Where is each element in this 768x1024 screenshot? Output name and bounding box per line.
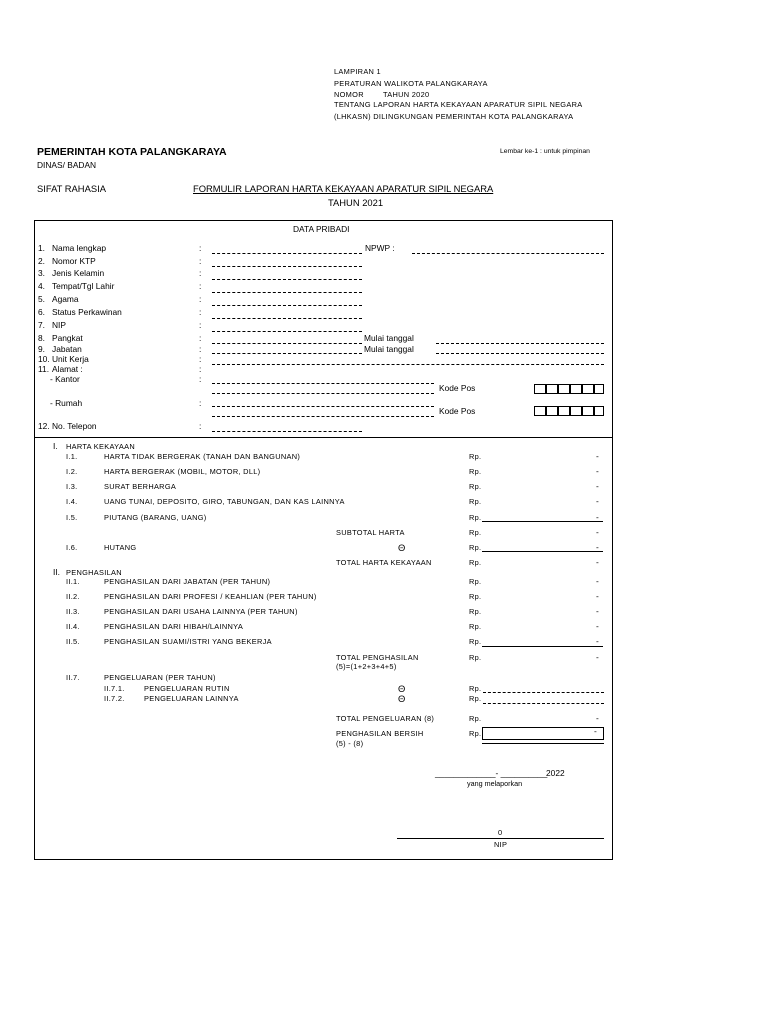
field-agama-label: Agama (52, 294, 79, 304)
lain-input-line[interactable] (483, 703, 604, 704)
lembar-label: Lembar ke-1 : untuk pimpinan (500, 148, 590, 155)
field-num: 7. (38, 320, 45, 330)
colon: : (199, 374, 202, 384)
penghasilan-bersih-box[interactable] (482, 727, 604, 740)
field-kelamin-label: Jenis Kelamin (52, 268, 105, 278)
colon: : (199, 281, 202, 291)
value-dash: - (596, 591, 599, 601)
value-dash: - (596, 652, 599, 662)
surat-berharga-label: SURAT BERHARGA (104, 482, 177, 491)
tahun-label: TAHUN 2020 (383, 90, 430, 99)
rp-label: Rp. (469, 607, 482, 616)
colon: : (199, 421, 202, 431)
rp-label: Rp. (469, 729, 482, 738)
form-year: TAHUN 2021 (328, 197, 384, 208)
signature-name: 0 (498, 828, 503, 837)
kantor-kode-pos-label: Kode Pos (439, 383, 476, 393)
penghasilan-hibah-label: PENGHASILAN DARI HIBAH/LAINNYA (104, 622, 244, 631)
signature-year: 2022 (546, 768, 565, 778)
value-dash: - (596, 466, 599, 476)
hutang-label: HUTANG (104, 543, 137, 552)
field-num: 3. (38, 268, 45, 278)
colon: : (199, 256, 202, 266)
field-rumah-label: - Rumah (50, 398, 83, 408)
npwp-input-line[interactable] (412, 253, 604, 254)
field-num: 4. (38, 281, 45, 291)
rutin-input-line[interactable] (483, 692, 604, 693)
harta-code: I.2. (66, 467, 78, 476)
npwp-label: NPWP : (365, 243, 395, 253)
field-nama-label: Nama lengkap (52, 243, 107, 253)
penghasilan-code: II.2. (66, 592, 80, 601)
penghasilan-profesi-label: PENGHASILAN DARI PROFESI / KEAHLIAN (PER TAHUN) (104, 592, 317, 601)
bersih-underline (482, 743, 604, 744)
rumah-kode-pos-label: Kode Pos (439, 406, 476, 416)
penghasilan-heading: PENGHASILAN (66, 568, 122, 577)
rp-label: Rp. (469, 684, 482, 693)
field-unit-label: Unit Kerja (52, 354, 89, 364)
theta-symbol: Θ (398, 542, 406, 553)
colon: : (199, 364, 202, 374)
field-num: 12. (38, 421, 50, 431)
pangkat-input-line[interactable] (212, 343, 362, 344)
pangkat-mulai-line[interactable] (436, 343, 604, 344)
pengeluaran-rutin-code: II.7.1. (104, 684, 125, 693)
field-ktp-label: Nomor KTP (52, 256, 96, 266)
rp-label: Rp. (469, 577, 482, 586)
penghasilan-bersih-formula: (5) - (8) (336, 739, 364, 748)
nip-input-line[interactable] (212, 331, 362, 332)
lhkasn-label: (LHKASN) DILINGKUNGAN PEMERINTAH KOTA PALANGKARAYA (334, 112, 574, 121)
hutang-underline (482, 551, 603, 552)
harta-code: I.5. (66, 513, 78, 522)
field-num: 2. (38, 256, 45, 266)
harta-code: I.4. (66, 497, 78, 506)
value-dash: - (596, 713, 599, 723)
penghasilan-roman: II. (53, 567, 60, 577)
tentang-label: TENTANG LAPORAN HARTA KEKAYAAN APARATUR SIPIL NEGARA (334, 100, 583, 109)
field-num: 9. (38, 344, 45, 354)
field-alamat-label: Alamat : (52, 364, 83, 374)
suami-istri-underline (482, 646, 603, 647)
dinas-label: DINAS/ BADAN (37, 160, 97, 170)
rp-label: Rp. (469, 497, 482, 506)
rp-label: Rp. (469, 543, 482, 552)
lampiran-label: LAMPIRAN 1 (334, 67, 381, 76)
penghasilan-jabatan-label: PENGHASILAN DARI JABATAN (PER TAHUN) (104, 577, 271, 586)
field-lahir-label: Tempat/Tgl Lahir (52, 281, 115, 291)
section-divider (34, 437, 612, 438)
rp-label: Rp. (469, 482, 482, 491)
subtotal-harta-label: SUBTOTAL HARTA (336, 528, 405, 537)
yang-melaporkan-label: yang melaporkan (467, 779, 523, 788)
penghasilan-code: II.4. (66, 622, 80, 631)
harta-tidak-bergerak-label: HARTA TIDAK BERGERAK (TANAH DAN BANGUNAN) (104, 452, 301, 461)
colon: : (199, 268, 202, 278)
value-dash: - (596, 542, 599, 552)
penghasilan-code: II.5. (66, 637, 80, 646)
penghasilan-usaha-label: PENGHASILAN DARI USAHA LAINNYA (PER TAHUN) (104, 607, 298, 616)
rp-label: Rp. (469, 452, 482, 461)
colon: : (199, 307, 202, 317)
value-dash: - (596, 481, 599, 491)
total-pengeluaran-label: TOTAL PENGELUARAN (8) (336, 714, 435, 723)
field-num: 10. (38, 354, 50, 364)
peraturan-label: PERATURAN WALIKOTA PALANGKARAYA (334, 79, 488, 88)
hutang-code: I.6. (66, 543, 78, 552)
harta-roman: I. (53, 441, 58, 451)
pengeluaran-lain-code: II.7.2. (104, 694, 125, 703)
rp-label: Rp. (469, 467, 482, 476)
kelamin-input-line[interactable] (212, 279, 362, 280)
jabatan-mulai-label: Mulai tanggal (364, 344, 414, 354)
pengeluaran-heading: PENGELUARAN (PER TAHUN) (104, 673, 216, 682)
agama-input-line[interactable] (212, 305, 362, 306)
colon: : (199, 354, 202, 364)
jabatan-mulai-line[interactable] (436, 353, 604, 354)
pangkat-mulai-label: Mulai tanggal (364, 333, 414, 343)
rp-label: Rp. (469, 528, 482, 537)
colon: : (199, 398, 202, 408)
harta-heading: HARTA KEKAYAAN (66, 442, 135, 451)
piutang-underline (482, 521, 603, 522)
kantor-input-line-2[interactable] (212, 393, 434, 394)
harta-code: I.3. (66, 482, 78, 491)
field-perkawinan-label: Status Perkawinan (52, 307, 122, 317)
field-num: 1. (38, 243, 45, 253)
value-dash: - (596, 606, 599, 616)
value-dash: - (596, 451, 599, 461)
piutang-label: PIUTANG (BARANG, UANG) (104, 513, 207, 522)
rp-label: Rp. (469, 637, 482, 646)
field-num: 6. (38, 307, 45, 317)
colon: : (199, 344, 202, 354)
colon: : (199, 294, 202, 304)
rumah-input-line-2[interactable] (212, 416, 434, 417)
rumah-input-line-1[interactable] (212, 406, 434, 407)
value-dash: - (596, 621, 599, 631)
value-dash: - (596, 527, 599, 537)
rp-label: Rp. (469, 513, 482, 522)
rp-label: Rp. (469, 714, 482, 723)
harta-code: I.1. (66, 452, 78, 461)
total-harta-label: TOTAL HARTA KEKAYAAN (336, 558, 432, 567)
value-dash: - (596, 512, 599, 522)
field-kantor-label: - Kantor (50, 374, 80, 384)
signature-nip-label: NIP (494, 840, 508, 849)
value-dash: - (596, 496, 599, 506)
total-penghasilan-label: TOTAL PENGHASILAN (336, 653, 419, 662)
nomor-label: NOMOR (334, 90, 364, 99)
nama-input-line[interactable] (212, 253, 362, 254)
penghasilan-code: II.3. (66, 607, 80, 616)
value-dash: - (594, 726, 597, 736)
theta-symbol: Θ (398, 683, 406, 694)
harta-bergerak-label: HARTA BERGERAK (MOBIL, MOTOR, DLL) (104, 467, 261, 476)
field-num: 8. (38, 333, 45, 343)
field-num: 5. (38, 294, 45, 304)
colon: : (199, 320, 202, 330)
rp-label: Rp. (469, 622, 482, 631)
theta-symbol: Θ (398, 693, 406, 704)
field-telepon-label: No. Telepon (52, 421, 97, 431)
kantor-input-line-1[interactable] (212, 383, 434, 384)
rp-label: Rp. (469, 653, 482, 662)
org-title: PEMERINTAH KOTA PALANGKARAYA (37, 146, 227, 158)
colon: : (199, 243, 202, 253)
signature-date-line[interactable]: _____________- __________ (435, 768, 548, 778)
pengeluaran-rutin-label: PENGELUARAN RUTIN (144, 684, 230, 693)
pengeluaran-code: II.7. (66, 673, 80, 682)
signature-line[interactable] (397, 838, 604, 839)
field-jabatan-label: Jabatan (52, 344, 82, 354)
total-penghasilan-formula: (5)=(1+2+3+4+5) (336, 662, 397, 671)
rp-label: Rp. (469, 558, 482, 567)
ktp-input-line[interactable] (212, 266, 362, 267)
value-dash: - (596, 576, 599, 586)
rp-label: Rp. (469, 592, 482, 601)
perkawinan-input-line[interactable] (212, 318, 362, 319)
colon: : (199, 333, 202, 343)
penghasilan-code: II.1. (66, 577, 80, 586)
field-nip-label: NIP (52, 320, 66, 330)
lahir-input-line[interactable] (212, 292, 362, 293)
telepon-input-line[interactable] (212, 431, 362, 432)
field-num: 11. (38, 364, 50, 374)
value-dash: - (596, 557, 599, 567)
value-dash: - (596, 636, 599, 646)
pengeluaran-lain-label: PENGELUARAN LAINNYA (144, 694, 239, 703)
unit-input-line[interactable] (212, 364, 604, 365)
form-title: FORMULIR LAPORAN HARTA KEKAYAAN APARATUR SIPIL NEGARA (193, 183, 494, 194)
rp-label: Rp. (469, 694, 482, 703)
uang-tunai-label: UANG TUNAI, DEPOSITO, GIRO, TABUNGAN, DAN KAS LAINNYA (104, 497, 345, 506)
penghasilan-bersih-label: PENGHASILAN BERSIH (336, 729, 424, 738)
jabatan-input-line[interactable] (212, 353, 362, 354)
penghasilan-suami-istri-label: PENGHASILAN SUAMI/ISTRI YANG BEKERJA (104, 637, 272, 646)
sifat-label: SIFAT RAHASIA (37, 183, 106, 194)
field-pangkat-label: Pangkat (52, 333, 83, 343)
data-pribadi-heading: DATA PRIBADI (293, 224, 350, 234)
